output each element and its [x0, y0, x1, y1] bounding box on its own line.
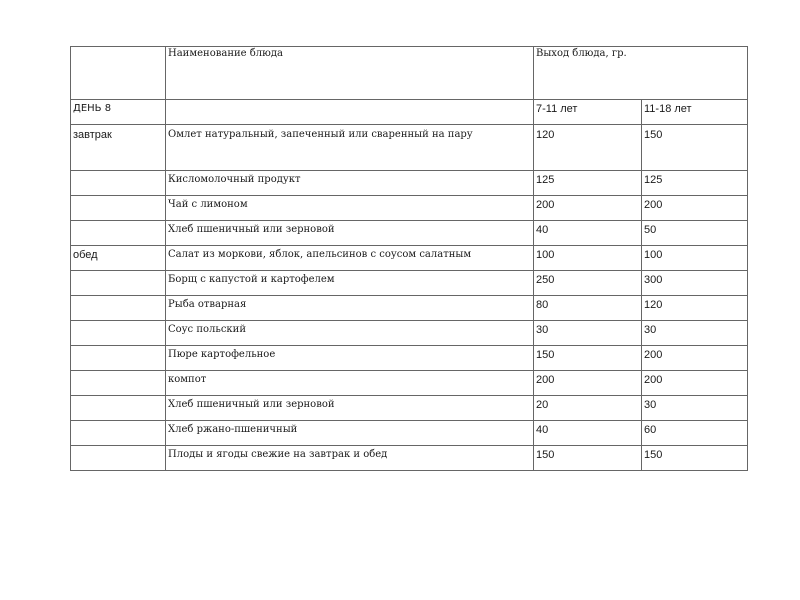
- dish-name: компот: [166, 371, 534, 396]
- portion-11-18: 120: [642, 296, 748, 321]
- meal-empty-cell: [71, 221, 166, 246]
- dish-name: Соус польский: [166, 321, 534, 346]
- header-empty-cell: [71, 47, 166, 100]
- portion-11-18: 200: [642, 371, 748, 396]
- meal-empty-cell: [71, 171, 166, 196]
- table-row: [71, 171, 748, 196]
- table-row: [71, 296, 748, 321]
- portion-7-11: 100: [534, 246, 642, 271]
- portion-11-18: 125: [642, 171, 748, 196]
- meal-empty-cell: [71, 196, 166, 221]
- portion-11-18: 100: [642, 246, 748, 271]
- portion-7-11: 200: [534, 196, 642, 221]
- portion-11-18: 300: [642, 271, 748, 296]
- meal-empty-cell: [71, 296, 166, 321]
- portion-7-11: 40: [534, 421, 642, 446]
- portion-7-11: 250: [534, 271, 642, 296]
- portion-11-18: 30: [642, 321, 748, 346]
- portion-7-11: 150: [534, 446, 642, 471]
- day-row: [71, 100, 748, 125]
- portion-11-18: 200: [642, 346, 748, 371]
- header-row: [71, 47, 748, 100]
- table-row: [71, 196, 748, 221]
- dish-name: Хлеб пшеничный или зерновой: [166, 396, 534, 421]
- portion-7-11: 80: [534, 296, 642, 321]
- portion-11-18: 60: [642, 421, 748, 446]
- portion-11-18: 30: [642, 396, 748, 421]
- age-11-18-header: 11-18 лет: [642, 100, 748, 125]
- portion-7-11: 20: [534, 396, 642, 421]
- dish-name: Хлеб ржано-пшеничный: [166, 421, 534, 446]
- table-row: [71, 246, 748, 271]
- meal-empty-cell: [71, 321, 166, 346]
- day-row-empty-cell: [166, 100, 534, 125]
- portion-7-11: 40: [534, 221, 642, 246]
- table-row: [71, 421, 748, 446]
- portion-7-11: 150: [534, 346, 642, 371]
- table-row: [71, 446, 748, 471]
- age-7-11-header: 7-11 лет: [534, 100, 642, 125]
- meal-label-breakfast: завтрак: [71, 125, 166, 171]
- meal-empty-cell: [71, 446, 166, 471]
- dish-name: Хлеб пшеничный или зерновой: [166, 221, 534, 246]
- dish-name-header: Наименование блюда: [166, 47, 534, 100]
- portion-7-11: 30: [534, 321, 642, 346]
- meal-empty-cell: [71, 396, 166, 421]
- output-header: Выход блюда, гр.: [534, 47, 748, 100]
- portion-11-18: 50: [642, 221, 748, 246]
- table-row: [71, 271, 748, 296]
- meal-empty-cell: [71, 371, 166, 396]
- dish-name: Рыба отварная: [166, 296, 534, 321]
- table-row: [71, 221, 748, 246]
- menu-table: [70, 46, 748, 471]
- dish-name: Кисломолочный продукт: [166, 171, 534, 196]
- dish-name: Борщ с капустой и картофелем: [166, 271, 534, 296]
- dish-name: Плоды и ягоды свежие на завтрак и обед: [166, 446, 534, 471]
- table-row: [71, 321, 748, 346]
- dish-name: Пюре картофельное: [166, 346, 534, 371]
- portion-7-11: 200: [534, 371, 642, 396]
- table-row: [71, 371, 748, 396]
- meal-label-lunch: обед: [71, 246, 166, 271]
- table-row: [71, 346, 748, 371]
- portion-7-11: 120: [534, 125, 642, 171]
- dish-name: Салат из моркови, яблок, апельсинов с соусом салатным: [166, 246, 534, 271]
- meal-empty-cell: [71, 421, 166, 446]
- table-row: [71, 125, 748, 171]
- day-label: ДЕНЬ 8: [71, 100, 166, 125]
- portion-11-18: 150: [642, 446, 748, 471]
- table-row: [71, 396, 748, 421]
- portion-7-11: 125: [534, 171, 642, 196]
- dish-name: Чай с лимоном: [166, 196, 534, 221]
- portion-11-18: 200: [642, 196, 748, 221]
- portion-11-18: 150: [642, 125, 748, 171]
- meal-empty-cell: [71, 271, 166, 296]
- meal-empty-cell: [71, 346, 166, 371]
- dish-name: Омлет натуральный, запеченный или сваренный на пару: [166, 125, 534, 171]
